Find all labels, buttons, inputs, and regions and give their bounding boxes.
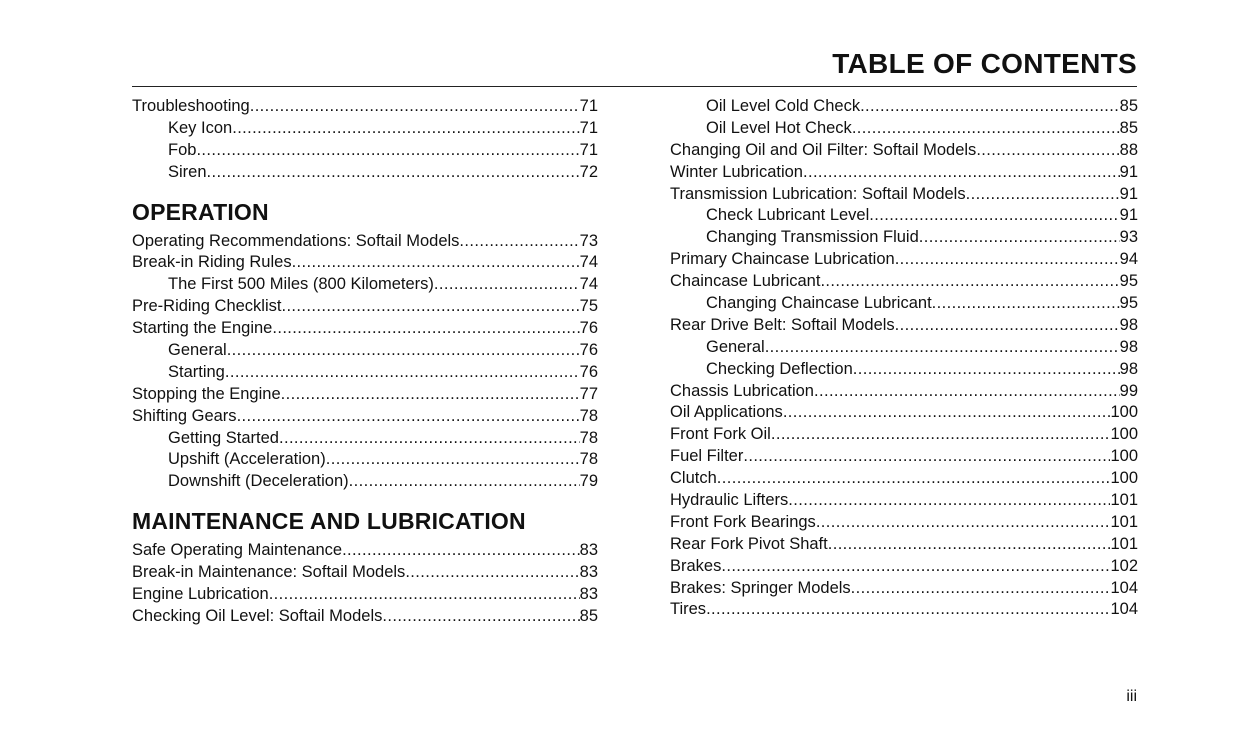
toc-entry-page: 98 <box>1119 359 1138 378</box>
toc-entry-title: Siren <box>168 162 207 181</box>
toc-entry[interactable] <box>670 205 1138 227</box>
toc-entry-title: Changing Chaincase Lubricant <box>706 294 932 313</box>
dot-leader <box>783 402 1111 424</box>
toc-entry-page: 83 <box>579 563 598 582</box>
toc-entry-page: 101 <box>1110 512 1138 531</box>
toc-entry-page: 98 <box>1119 315 1138 334</box>
toc-entry[interactable] <box>670 162 1138 184</box>
toc-entry[interactable] <box>132 231 598 253</box>
section-heading: OPERATION <box>132 198 269 225</box>
toc-entry[interactable] <box>132 296 598 318</box>
toc-entry-page: 95 <box>1119 272 1138 291</box>
toc-entry-title: Front Fork Oil <box>670 425 771 444</box>
toc-entry-page: 104 <box>1110 600 1138 619</box>
toc-entry-title: Chassis Lubrication <box>670 381 814 400</box>
dot-leader <box>803 162 1120 184</box>
dot-leader <box>196 140 579 162</box>
dot-leader <box>342 540 580 562</box>
toc-entry[interactable] <box>670 381 1138 403</box>
toc-entry[interactable] <box>132 362 598 384</box>
toc-entry[interactable] <box>132 449 598 471</box>
toc-entry-title: Hydraulic Lifters <box>670 491 789 510</box>
dot-leader <box>326 449 580 471</box>
dot-leader <box>895 249 1120 271</box>
toc-entry-page: 88 <box>1119 140 1138 159</box>
dot-leader <box>820 271 1119 293</box>
toc-entry[interactable] <box>670 337 1138 359</box>
toc-entry[interactable] <box>132 428 598 450</box>
dot-leader <box>272 318 579 340</box>
toc-entry[interactable] <box>670 446 1138 468</box>
toc-entry-title: Front Fork Bearings <box>670 512 816 531</box>
toc-entry[interactable] <box>670 359 1138 381</box>
dot-leader <box>250 96 580 118</box>
toc-entry-page: 85 <box>579 606 598 625</box>
toc-entry-title: Starting the Engine <box>132 319 273 338</box>
toc-entry-title: Chaincase Lubricant <box>670 272 821 291</box>
toc-entry[interactable] <box>132 406 598 428</box>
toc-entry-page: 101 <box>1110 534 1138 553</box>
toc-entry-title: General <box>706 337 765 356</box>
toc-entry-page: 71 <box>579 118 598 137</box>
toc-entry-page: 72 <box>579 162 598 181</box>
toc-entry-page: 100 <box>1110 403 1138 422</box>
toc-entry-page: 95 <box>1119 294 1138 313</box>
toc-entry-page: 74 <box>579 275 598 294</box>
toc-entry[interactable] <box>132 584 598 606</box>
toc-entry-title: Oil Level Hot Check <box>706 118 852 137</box>
toc-entry-page: 71 <box>579 97 598 115</box>
dot-leader <box>434 274 580 296</box>
dot-leader <box>721 556 1110 578</box>
dot-leader <box>966 184 1120 206</box>
toc-entry[interactable] <box>132 96 598 118</box>
dot-leader <box>292 252 580 274</box>
dot-leader <box>932 293 1120 315</box>
toc-entry-title: Operating Recommendations: Softail Models <box>132 231 460 250</box>
toc-entry-page: 83 <box>579 585 598 604</box>
toc-entry-title: General <box>168 341 227 360</box>
toc-entry[interactable] <box>670 249 1138 271</box>
toc-entry-page: 100 <box>1110 469 1138 488</box>
toc-entry-page: 94 <box>1119 250 1138 269</box>
toc-entry-title: Upshift (Acceleration) <box>168 450 326 469</box>
toc-entry-title: Winter Lubrication <box>670 162 803 181</box>
toc-entry-title: Pre-Riding Checklist <box>132 297 282 316</box>
toc-entry-page: 99 <box>1119 381 1138 400</box>
toc-entry[interactable] <box>132 540 598 562</box>
toc-entry-page: 102 <box>1110 556 1138 575</box>
toc-entry[interactable] <box>670 468 1138 490</box>
dot-leader <box>816 512 1111 534</box>
toc-entry-title: Clutch <box>670 469 717 488</box>
toc-entry-page: 76 <box>579 362 598 381</box>
toc-entry-page: 79 <box>579 472 598 491</box>
dot-leader <box>281 384 580 406</box>
toc-entry[interactable] <box>670 512 1138 534</box>
toc-entry[interactable] <box>132 606 598 628</box>
toc-entry-title: Fob <box>168 140 197 159</box>
toc-entry-title: Fuel Filter <box>670 447 744 466</box>
toc-entry[interactable] <box>670 402 1138 424</box>
toc-entry[interactable] <box>670 184 1138 206</box>
toc-entry-title: Downshift (Deceleration) <box>168 472 349 491</box>
toc-entry-page: 73 <box>579 231 598 250</box>
toc-entry[interactable] <box>670 578 1138 600</box>
toc-entry-title: The First 500 Miles (800 Kilometers) <box>168 275 434 294</box>
toc-entry[interactable] <box>132 274 598 296</box>
page-title: TABLE OF CONTENTS <box>832 48 1137 79</box>
toc-entry-page: 71 <box>579 140 598 159</box>
toc-entry-title: Break-in Maintenance: Softail Models <box>132 563 406 582</box>
toc-entry[interactable] <box>670 118 1138 140</box>
toc-entry[interactable] <box>670 490 1138 512</box>
dot-leader <box>765 337 1120 359</box>
dot-leader <box>771 424 1111 446</box>
dot-leader <box>828 534 1111 556</box>
dot-leader <box>281 296 579 318</box>
toc-entry-page: 104 <box>1110 578 1138 597</box>
toc-entry-page: 78 <box>579 406 598 425</box>
toc-entry-title: Changing Oil and Oil Filter: Softail Models <box>670 140 977 159</box>
toc-entry-title: Oil Applications <box>670 403 783 422</box>
dot-leader <box>814 381 1120 403</box>
dot-leader <box>860 96 1120 118</box>
dot-leader <box>207 162 580 184</box>
dot-leader <box>349 471 580 493</box>
toc-entry[interactable] <box>670 424 1138 446</box>
toc-entry-title: Brakes: Springer Models <box>670 578 851 597</box>
toc-entry[interactable] <box>670 534 1138 556</box>
toc-entry-title: Shifting Gears <box>132 406 237 425</box>
toc-left-column <box>132 96 598 628</box>
toc-entry-title: Primary Chaincase Lubrication <box>670 250 895 269</box>
dot-leader <box>976 140 1119 162</box>
toc-entry[interactable] <box>670 556 1138 578</box>
header-rule <box>132 86 1137 87</box>
toc-entry-page: 76 <box>579 341 598 360</box>
toc-entry-page: 75 <box>579 297 598 316</box>
section-heading: MAINTENANCE AND LUBRICATION <box>132 508 526 535</box>
toc-entry[interactable] <box>132 162 598 184</box>
dot-leader <box>743 446 1110 468</box>
dot-leader <box>717 468 1111 490</box>
toc-entry[interactable] <box>132 384 598 406</box>
toc-entry-page: 91 <box>1119 184 1138 203</box>
toc-entry-page: 98 <box>1119 337 1138 356</box>
toc-entry-title: Getting Started <box>168 428 279 447</box>
dot-leader <box>269 584 580 606</box>
toc-entry-page: 91 <box>1119 206 1138 225</box>
toc-entry-page: 101 <box>1110 491 1138 510</box>
toc-entry-title: Troubleshooting <box>132 97 250 115</box>
dot-leader <box>869 205 1119 227</box>
toc-entry-page: 77 <box>579 384 598 403</box>
toc-entry-page: 93 <box>1119 228 1138 247</box>
toc-entry[interactable] <box>132 318 598 340</box>
toc-entry-title: Checking Deflection <box>706 359 853 378</box>
toc-entry-page: 85 <box>1119 118 1138 137</box>
toc-entry[interactable] <box>132 252 598 274</box>
toc-entry-title: Checking Oil Level: Softail Models <box>132 606 383 625</box>
toc-entry-title: Engine Lubrication <box>132 585 269 604</box>
toc-entry-title: Tires <box>670 600 707 619</box>
toc-entry[interactable] <box>670 271 1138 293</box>
dot-leader <box>459 231 579 253</box>
toc-entry-page: 85 <box>1119 97 1138 115</box>
toc-entry-title: Break-in Riding Rules <box>132 253 292 272</box>
toc-entry[interactable] <box>132 340 598 362</box>
toc-entry[interactable] <box>670 293 1138 315</box>
dot-leader <box>706 599 1110 621</box>
toc-entry-page: 100 <box>1110 425 1138 444</box>
toc-entry-title: Brakes <box>670 556 722 575</box>
toc-entry-title: Stopping the Engine <box>132 384 281 403</box>
toc-entry-page: 74 <box>579 253 598 272</box>
toc-entry-page: 78 <box>579 450 598 469</box>
dot-leader <box>279 428 580 450</box>
dot-leader <box>227 340 580 362</box>
toc-entry-title: Changing Transmission Fluid <box>706 228 919 247</box>
toc-entry[interactable] <box>132 471 598 493</box>
dot-leader <box>851 578 1111 600</box>
toc-entry[interactable] <box>670 140 1138 162</box>
page-number: iii <box>1126 688 1137 705</box>
toc-entry-title: Key Icon <box>168 118 233 137</box>
toc-entry-title: Safe Operating Maintenance <box>132 541 343 560</box>
dot-leader <box>852 118 1120 140</box>
toc-entry-title: Check Lubricant Level <box>706 206 870 225</box>
toc-entry-title: Rear Fork Pivot Shaft <box>670 534 828 553</box>
toc-entry[interactable] <box>670 96 1138 118</box>
toc-entry-page: 78 <box>579 428 598 447</box>
toc-entry[interactable] <box>670 315 1138 337</box>
toc-entry[interactable] <box>132 562 598 584</box>
toc-entry-page: 83 <box>579 541 598 560</box>
dot-leader <box>405 562 579 584</box>
toc-entry[interactable] <box>132 118 598 140</box>
toc-entry-title: Oil Level Cold Check <box>706 97 861 115</box>
toc-entry-page: 100 <box>1110 447 1138 466</box>
toc-entry[interactable] <box>132 140 598 162</box>
dot-leader <box>919 227 1120 249</box>
dot-leader <box>788 490 1110 512</box>
toc-entry-title: Transmission Lubrication: Softail Models <box>670 184 966 203</box>
dot-leader <box>232 118 579 140</box>
dot-leader <box>237 406 580 428</box>
dot-leader <box>895 315 1120 337</box>
toc-entry[interactable] <box>670 227 1138 249</box>
toc-entry-title: Rear Drive Belt: Softail Models <box>670 315 895 334</box>
toc-right-column <box>670 96 1138 621</box>
toc-entry-title: Starting <box>168 362 225 381</box>
toc-entry-page: 91 <box>1119 162 1138 181</box>
dot-leader <box>225 362 580 384</box>
toc-entry-page: 76 <box>579 319 598 338</box>
toc-entry[interactable] <box>670 599 1138 621</box>
dot-leader <box>382 606 579 628</box>
dot-leader <box>853 359 1120 381</box>
